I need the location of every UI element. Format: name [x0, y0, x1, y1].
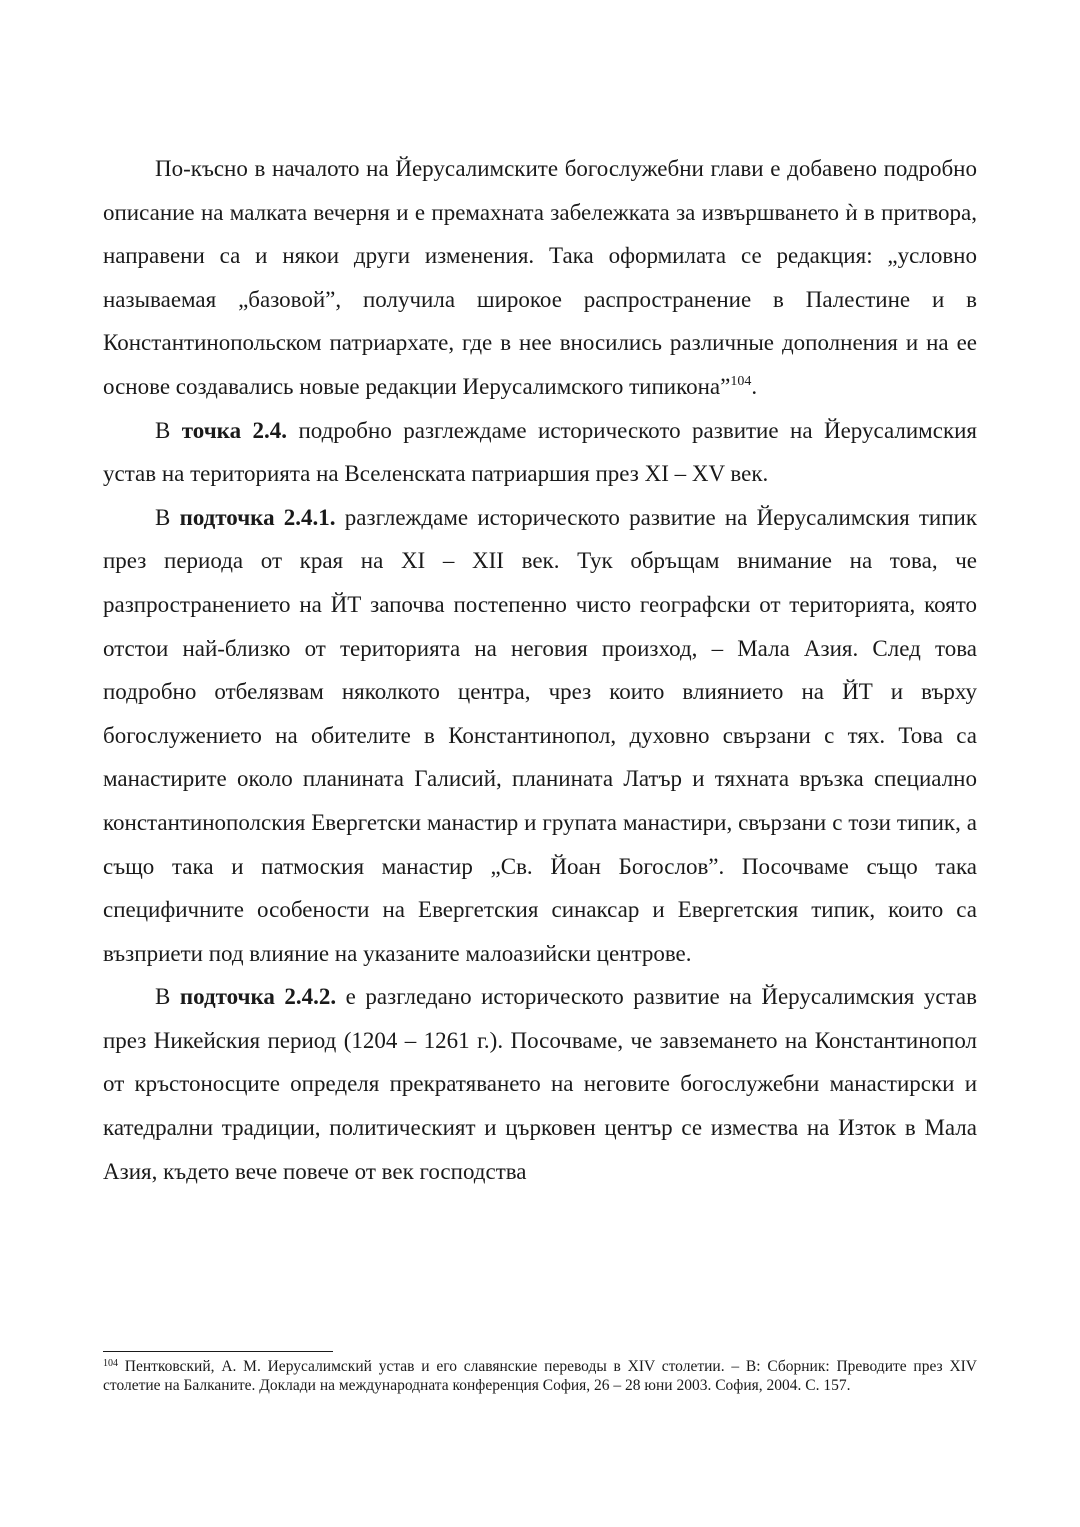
section-heading-2-4: точка 2.4. — [181, 417, 288, 443]
paragraph-text: По-късно в началото на Йерусалимските богослужебни глави е добавено подробно описание на малката вечерня и е премахната забележката за извършването ѝ в притвора, направени са и някои други изменения. Така оформилата се редакция: „условно называемая „базовой”, получила широкое распространение в Палестине и в Константинопольском патриархате, где в нее вносились различные дополнения и на ее основе создавались новые редакции Иерусалимского типикона” — [103, 156, 977, 399]
paragraph-prefix: В — [155, 417, 182, 443]
paragraph-subsection-2-4-2 — [103, 975, 977, 1193]
paragraph-subsection-2-4-1 — [103, 496, 977, 976]
footnote-text: Пентковский, А. М. Иерусалимский устав и его славянские переводы в XIV столетии. – В: Сборник: Преводите през XIV столетие на Балканите. Доклади на международната конференция София, 26 – 28 юни 2003. София, 2004. С. 157. — [103, 1358, 977, 1394]
section-heading-2-4-1: подточка 2.4.1. — [179, 504, 336, 530]
footnote-separator — [103, 1351, 333, 1352]
paragraph-prefix: В — [155, 504, 180, 530]
paragraph-section-2-4 — [103, 409, 977, 496]
paragraph-text: разглеждаме историческото развитие на Йерусалимския типик през периода от края на XI – XII век. Тук обръщам внимание на това, че разпространението на ЙТ започва постепенно чисто географски от територията, която отстои най-близко от територията на неговия произход, – Мала Азия. След това подробно отбелязвам няколкото центра, чрез които влиянието на ЙТ и върху богослужението на обителите в Константинопол, духовно свързани с тях. Това са манастирите около планината Галисий, планината Латър и тяхната връзка специално константинополския Евергетски манастир и групата манастири, свързани с този типик, а също така и патмоския манастир „Св. Йоан Богослов”. Посочваме също така специфичните особености на Евергетския синаксар и Евергетския типик, които са възприети под влияние на указаните малоазийски центрове. — [103, 504, 978, 966]
footnote-number: 104 — [103, 1358, 118, 1369]
footnote-reference[interactable]: 104 — [730, 373, 752, 389]
paragraph-text: подробно разглеждаме историческото развитие на Йерусалимския устав на територията на Вселенската патриаршия през XI – XV век. — [103, 417, 978, 487]
paragraph-text: е разгледано историческото развитие на Йерусалимския устав през Никейския период (1204 – 1261 г.). Посочваме, че завземането на Константинопол от кръстоносците определя прекратяването на неговите богослужебни манастирски и катедрални традиции, политическият и църковен център се измества на Изток в Мала Азия, където вече повече от век господства — [103, 984, 977, 1184]
paragraph-prefix: В — [155, 984, 180, 1010]
page-body — [103, 147, 977, 1193]
paragraph-intro — [103, 147, 977, 409]
footnote — [103, 1357, 977, 1395]
section-heading-2-4-2: подточка 2.4.2. — [179, 984, 337, 1010]
paragraph-end-punctuation: . — [751, 373, 758, 399]
